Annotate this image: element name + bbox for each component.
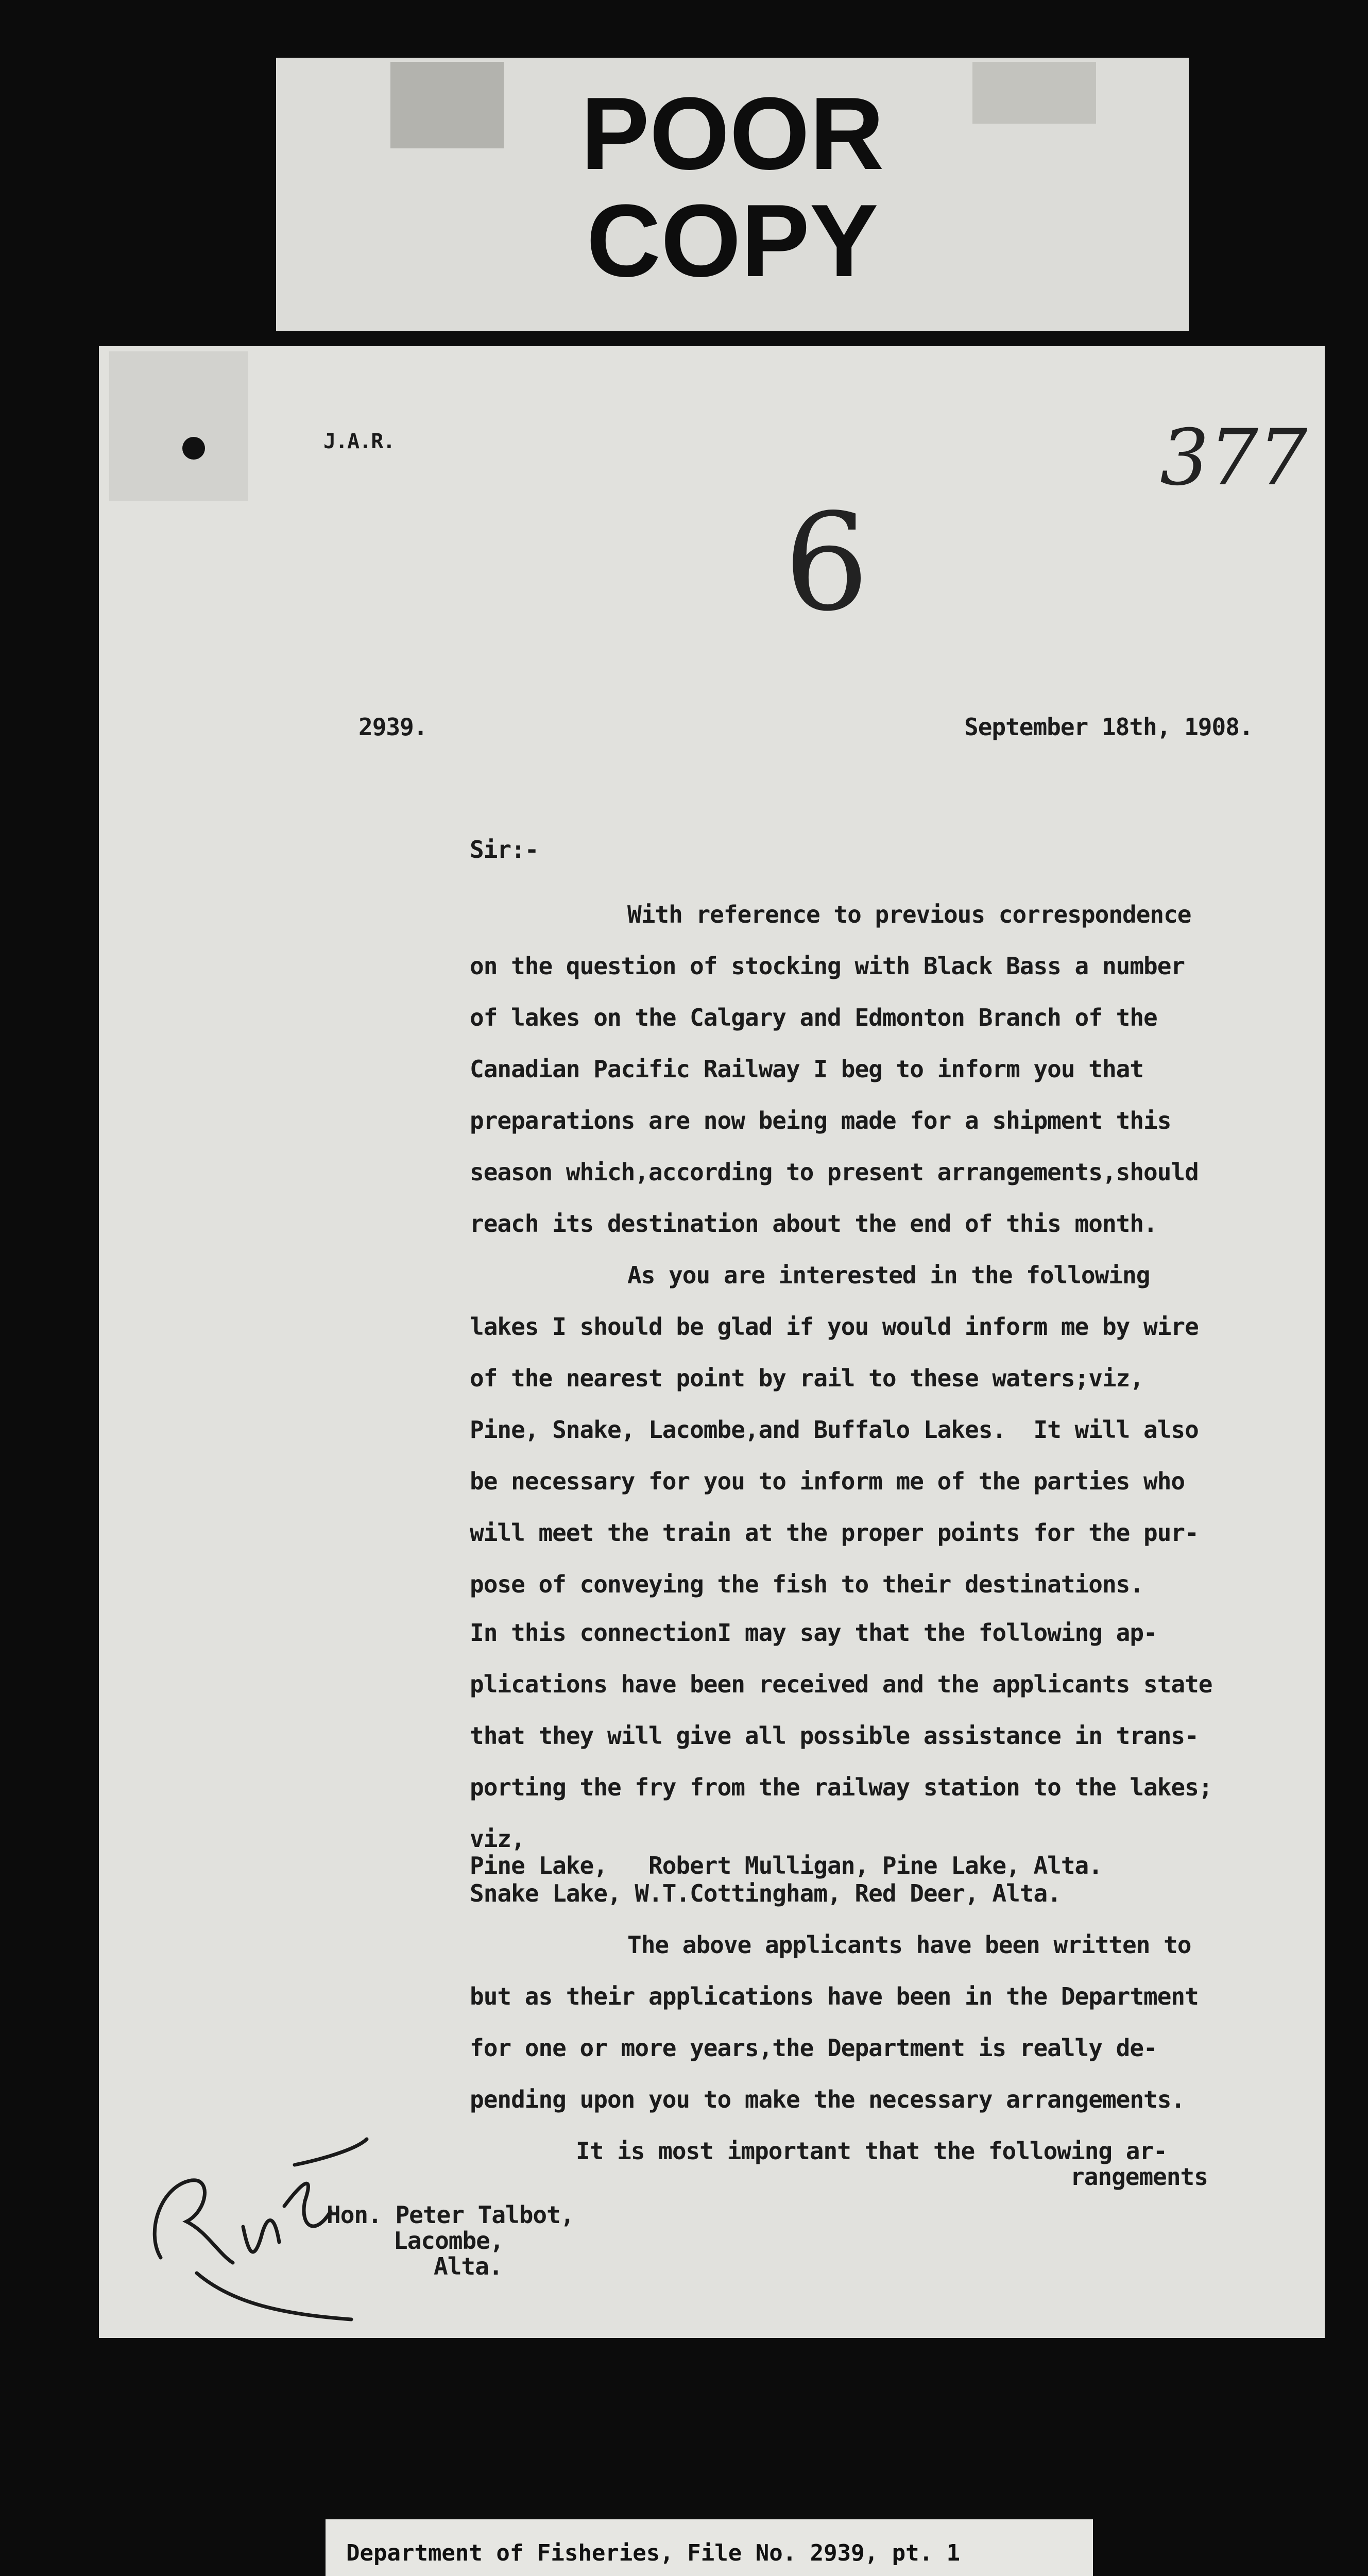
letter-date: September 18th, 1908. [964, 713, 1253, 741]
body-line: on the question of stocking with Black Bass a number [470, 952, 1185, 980]
addressee-line: Lacombe, [394, 2227, 504, 2255]
body-line: preparations are now being made for a shipment this [470, 1107, 1171, 1134]
handwritten-page-number: 377 [1160, 413, 1308, 503]
file-label-text: Department of Fisheries, File No. 2939, pt. 1 [346, 2540, 961, 2566]
initials: J.A.R. [323, 430, 395, 453]
signature-initials-mark [155, 2139, 367, 2319]
applicant-line: Snake Lake, W.T.Cottingham, Red Deer, Alta. [470, 1879, 1061, 1907]
punch-hole [182, 437, 205, 460]
body-line: As you are interested in the following [627, 1261, 1150, 1289]
body-line: porting the fry from the railway station to the lakes; [470, 1773, 1212, 1801]
body-line: Pine, Snake, Lacombe,and Buffalo Lakes. It will also [470, 1416, 1199, 1444]
salutation: Sir:- [470, 836, 539, 863]
body-line: season which,according to present arrangements,should [470, 1158, 1199, 1186]
viz: viz, [470, 1825, 525, 1853]
file-label [326, 2519, 1093, 2576]
body-line: The above applicants have been written to [627, 1931, 1191, 1959]
poor-copy-line-2: COPY [586, 183, 879, 298]
addressee-line: Alta. [434, 2252, 503, 2280]
handwritten-mark: 6 [784, 485, 869, 641]
body-line: In this connectionI may say that the following ap- [470, 1619, 1157, 1647]
paper-tab [109, 351, 248, 501]
body-line: With reference to previous correspondence [627, 901, 1191, 928]
applicant-line: Pine Lake, Robert Mulligan, Pine Lake, Alta. [470, 1852, 1102, 1879]
body-line: of the nearest point by rail to these waters;viz, [470, 1364, 1144, 1392]
body-line: reach its destination about the end of this month. [470, 1210, 1157, 1238]
file-number: 2939. [358, 713, 427, 741]
body-line: plications have been received and the applicants state [470, 1670, 1212, 1698]
body-line: that they will give all possible assistance in trans- [470, 1722, 1199, 1750]
body-line: pending upon you to make the necessary arrangements. [470, 2086, 1185, 2113]
body-line: of lakes on the Calgary and Edmonton Branch of the [470, 1004, 1157, 1031]
closing-line: It is most important that the following ar- [576, 2137, 1167, 2165]
addressee-line: Hon. Peter Talbot, [327, 2201, 574, 2229]
closing-continued: rangements [1070, 2163, 1208, 2191]
body-line: for one or more years,the Department is really de- [470, 2034, 1157, 2062]
body-line: be necessary for you to inform me of the parties who [470, 1467, 1185, 1495]
body-line: Canadian Pacific Railway I beg to inform you that [470, 1055, 1144, 1083]
body-line: but as their applications have been in the Department [470, 1982, 1199, 2010]
poor-copy-line-1: POOR [580, 76, 884, 191]
signature-initials-text: R.N.V. [130, 2108, 132, 2109]
poor-copy-label [276, 58, 1189, 331]
body-line: pose of conveying the fish to their destinations. [470, 1570, 1144, 1598]
body-line: lakes I should be glad if you would inform me by wire [470, 1313, 1199, 1341]
letter-page [99, 346, 1325, 2338]
body-line: will meet the train at the proper points for the pur- [470, 1519, 1199, 1547]
